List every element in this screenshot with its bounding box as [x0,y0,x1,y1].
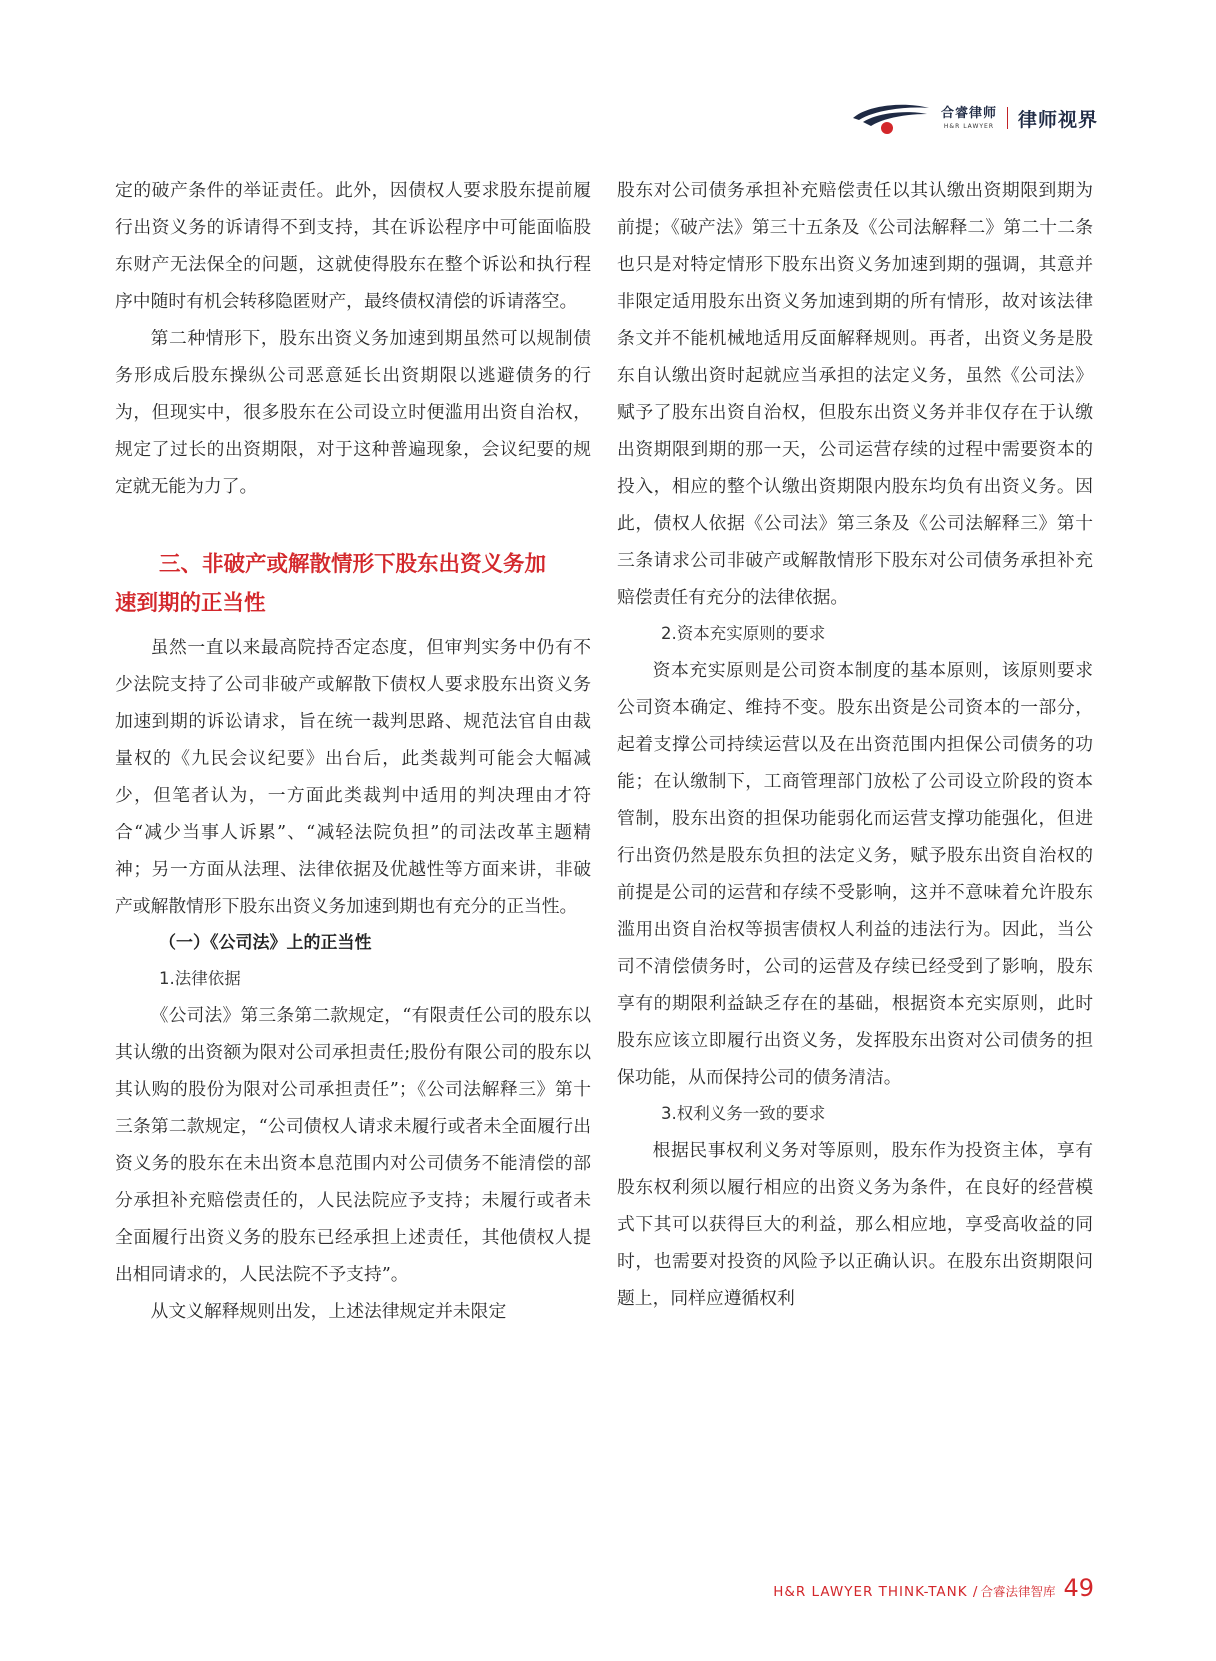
sub-heading: 3.权利义务一致的要求 [661,1104,826,1123]
paragraph: 定的破产条件的举证责任。此外，因债权人要求股东提前履行出资义务的诉请得不到支持，其在诉讼程序中可能面临股东财产无法保全的问题，这就使得股东在整个诉讼和执行程序中随时有机会转移隐匿财产，最终债权清偿的诉请落空。 [115,180,591,312]
logo-cn: 合睿律师 [940,105,997,121]
page-header [849,98,1098,138]
paragraph: 根据民事权利义务对等原则，股东作为投资主体，享有股东权利须以履行相应的出资义务为条件，在良好的经营模式下其可以获得巨大的利益，那么相应地，享受高收益的同时，也需要对投资的风险予以正确认识。在股东出资期限问题上，同样应遵循权利 [617,1140,1093,1309]
footer-brand-cn: 合睿法律智库 [980,1584,1056,1599]
left-column [115,172,591,1330]
sub-heading: 1.法律依据 [159,969,241,988]
spacer [115,505,591,545]
section-heading [115,545,591,584]
paragraph: 资本充实原则是公司资本制度的基本原则，该原则要求公司资本确定、维持不变。股东出资是公司资本的一部分，起着支撑公司持续运营以及在出资范围内担保公司债务的功能；在认缴制下，工商管理部门放松了公司设立阶段的资本管制，股东出资的担保功能弱化而运营支撑功能强化，但进行出资仍然是股东负担的法定义务，赋予股东出资自治权的前提是公司的运营和存续不受影响，这并不意味着允许股东滥用出资自治权等损害债权人利益的违法行为。因此，当公司不清偿债务时，公司的运营及存续已经受到了影响，股东享有的期限利益缺乏存在的基础，根据资本充实原则，此时股东应该立即履行出资义务，发挥股东出资对公司债务的担保功能，从而保持公司的债务清洁。 [617,660,1093,1088]
header-divider [1007,107,1008,129]
sub-heading: 2.资本充实原则的要求 [661,624,826,643]
page-number: 49 [1063,1574,1094,1602]
paragraph: 股东对公司债务承担补充赔偿责任以其认缴出资期限到期为前提；《破产法》第三十五条及《公司法解释二》第二十二条也只是对特定情形下股东出资义务加速到期的强调，其意并非限定适用股东出资义务加速到期的所有情形，故对该法律条文并不能机械地适用反面解释规则。再者，出资义务是股东自认缴出资时起就应当承担的法定义务，虽然《公司法》赋予了股东出资自治权，但股东出资义务并非仅存在于认缴出资期限到期的那一天，公司运营存续的过程中需要资本的投入，相应的整个认缴出资期限内股东均负有出资义务。因此，债权人依据《公司法》第三条及《公司法解释三》第十三条请求公司非破产或解散情形下股东对公司债务承担补充赔偿责任有充分的法律依据。 [617,180,1093,608]
subsection-heading: （一）《公司法》上的正当性 [159,933,372,953]
footer-brand-en: H&R LAWYER THINK-TANK / [773,1584,979,1600]
hr-lawyer-logo-icon [849,98,933,138]
paragraph: 第二种情形下，股东出资义务加速到期虽然可以规制债务形成后股东操纵公司恶意延长出资期限以逃避债务的行为，但现实中，很多股东在公司设立时便滥用出资自治权，规定了过长的出资期限，对于这种普遍现象，会议纪要的规定就无能为力了。 [115,328,591,497]
heading-line-1: 三、非破产或解散情形下股东出资义务加 [159,552,547,577]
logo-en: H&R LAWYER [943,122,995,130]
section-label: 律师视界 [1017,108,1098,131]
page-footer [773,1574,1094,1602]
paragraph: 《公司法》第三条第二款规定，“有限责任公司的股东以其认缴的出资额为限对公司承担责任;股份有限公司的股东以其认购的股份为限对公司承担责任”；《公司法解释三》第十三条第二款规定，“公司债权人请求未履行或者未全面履行出资义务的股东在未出资本息范围内对公司债务不能清偿的部分承担补充赔偿责任的，人民法院应予支持；未履行或者未全面履行出资义务的股东已经承担上述责任，其他债权人提出相同请求的，人民法院不予支持”。 [115,1005,591,1285]
paragraph: 从文义解释规则出发，上述法律规定并未限定 [150,1301,507,1322]
paragraph: 虽然一直以来最高院持否定态度，但审判实务中仍有不少法院支持了公司非破产或解散下债权人要求股东出资义务加速到期的诉讼请求，旨在统一裁判思路、规范法官自由裁量权的《九民会议纪要》出台后，此类裁判可能会大幅减少，但笔者认为，一方面此类裁判中适用的判决理由才符合“减少当事人诉累”、“减轻法院负担”的司法改革主题精神；另一方面从法理、法律依据及优越性等方面来讲，非破产或解散情形下股东出资义务加速到期也有充分的正当性。 [115,637,591,917]
right-column [617,172,1093,1317]
logo-text [941,106,997,131]
section-heading-continued: 速到期的正当性 [115,591,266,616]
